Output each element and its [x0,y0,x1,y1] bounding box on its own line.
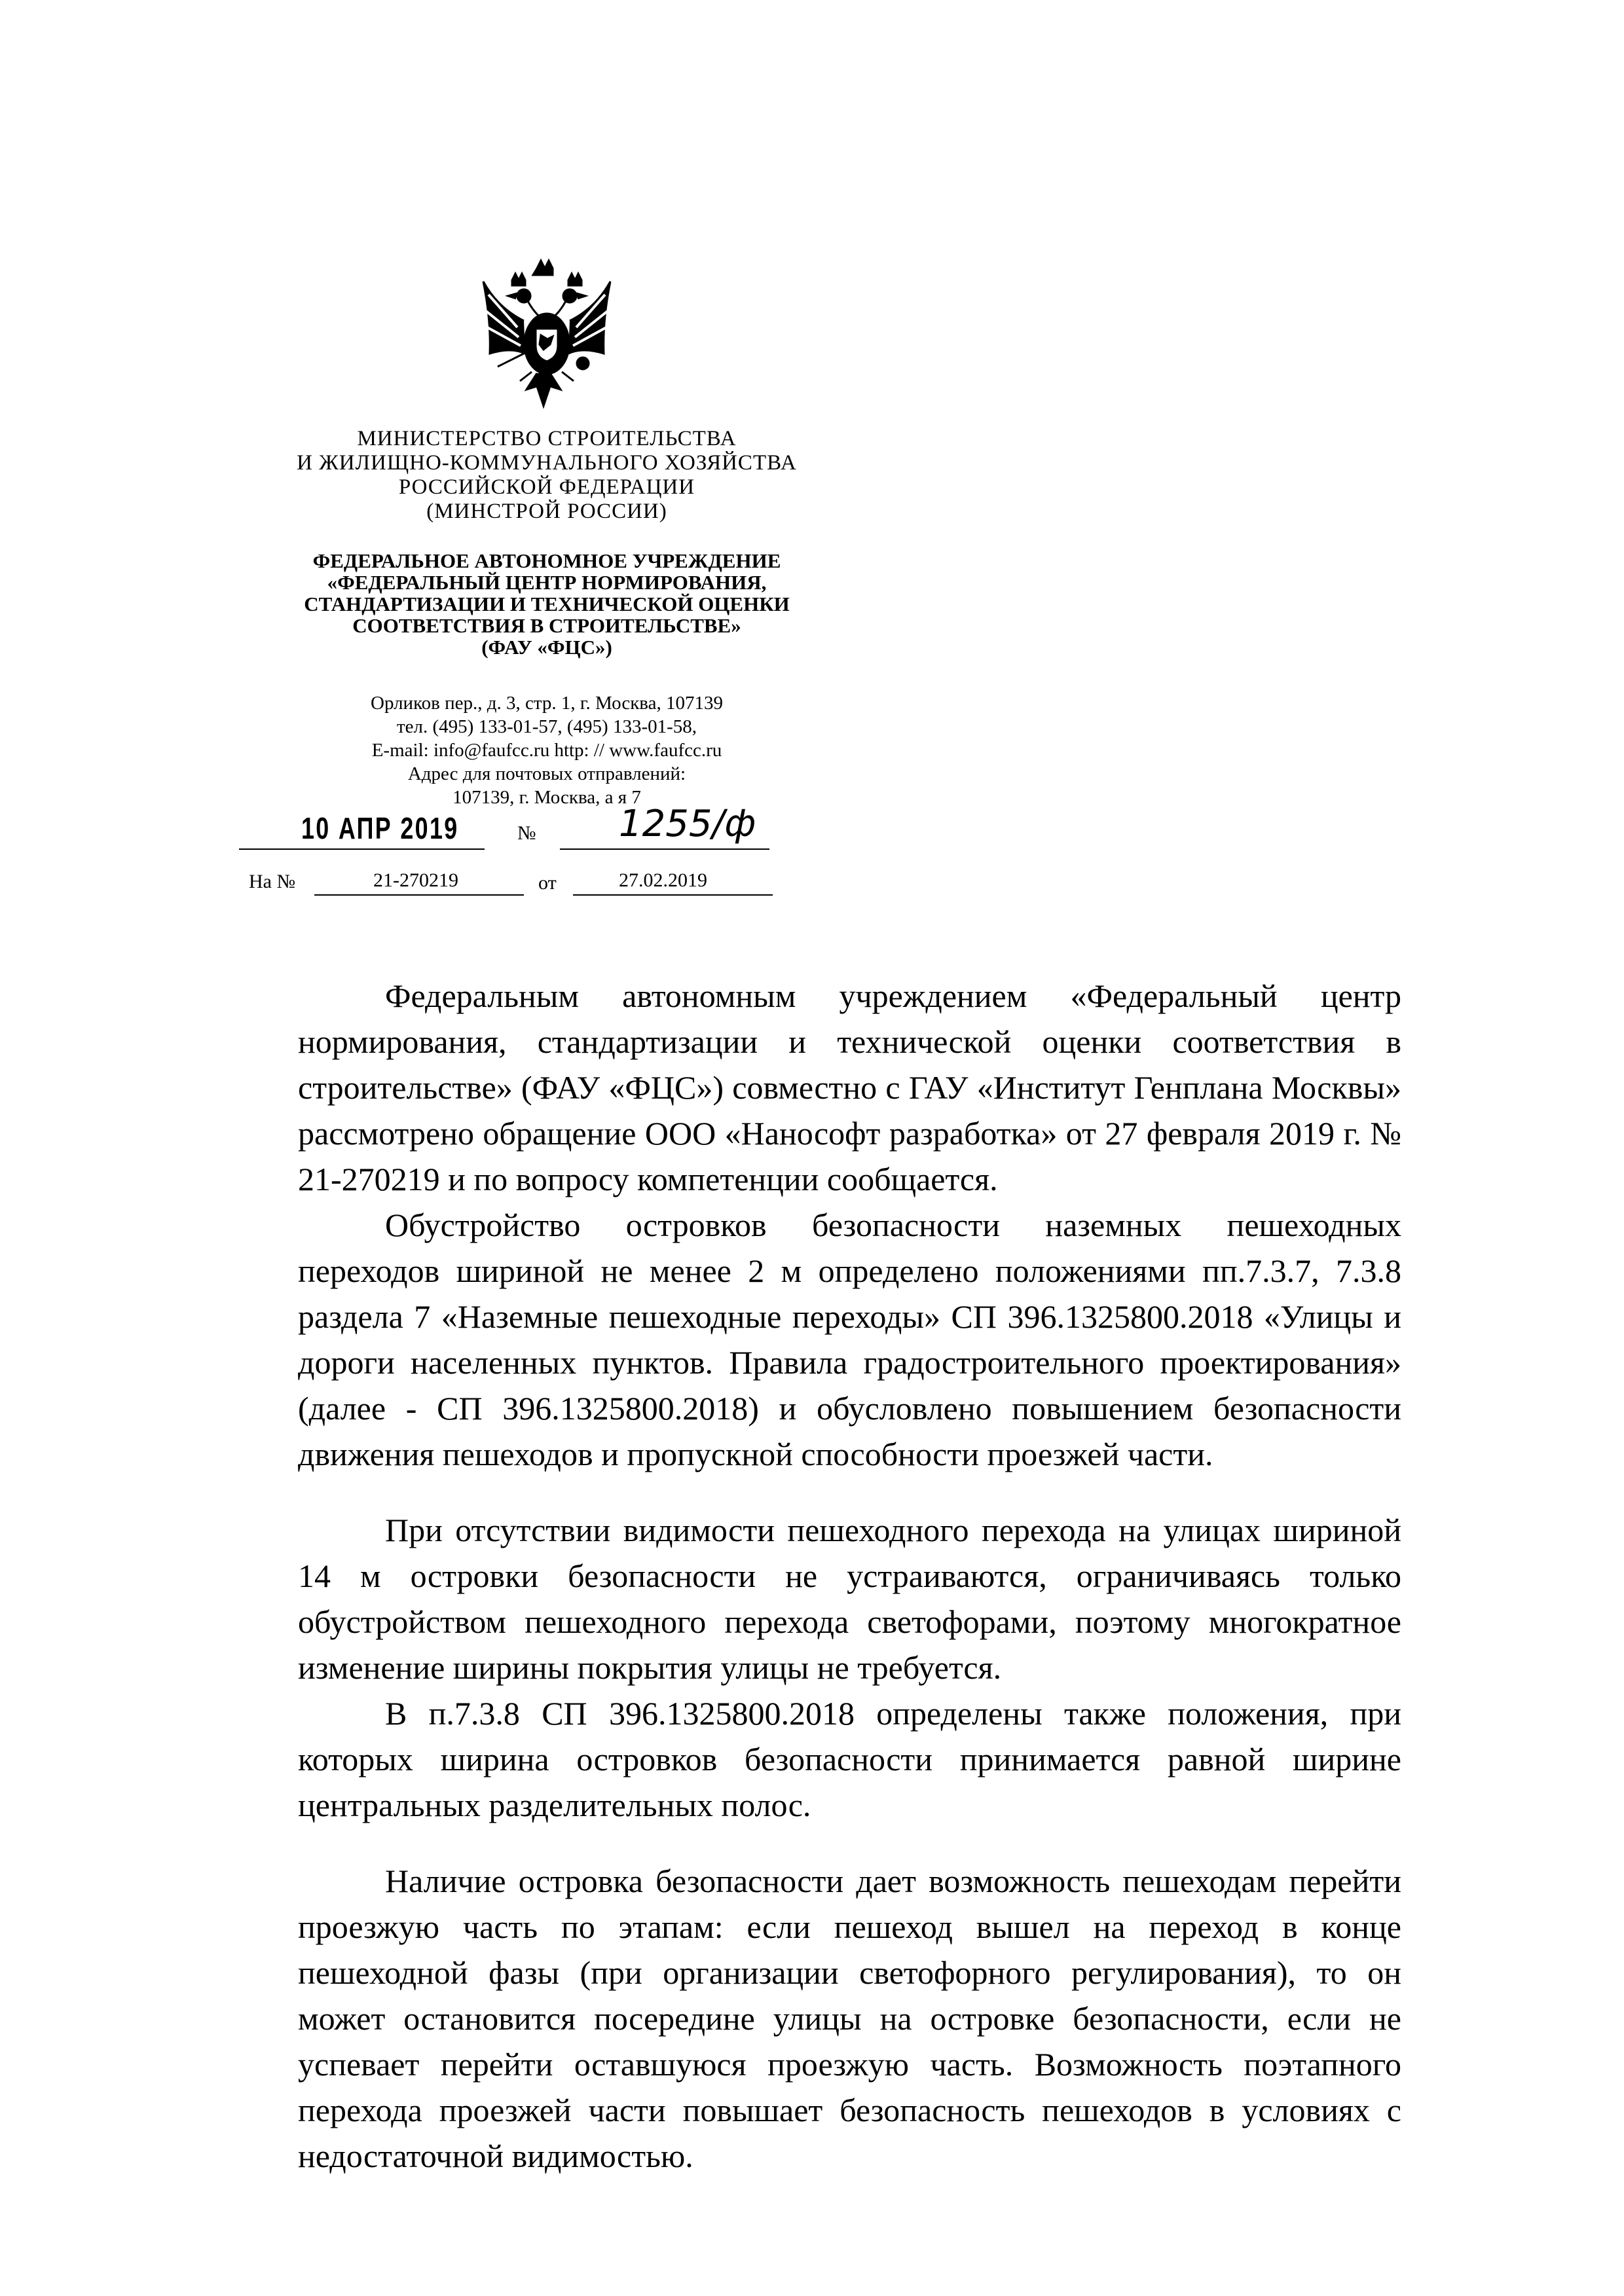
date-underline [239,848,485,850]
ministry-line: РОССИЙСКОЙ ФЕДЕРАЦИИ [398,475,695,499]
address-line: Орликов пер., д. 3, стр. 1, г. Москва, 107139 [371,693,723,714]
body-paragraph: Обустройство островков безопасности наземных пешеходных переходов шириной не менее 2 м определено положениями пп.7.3.7, 7.3.8 раздела 7 «Наземные пешеходные переходы» СП 396.1325800.2018 «Улицы и дороги населенных пунктов. Правила градостроительного проектирования» (далее - СП 396.1325800.2018) и обусловлено повышением безопасности движения пешеходов и пропускной способности проезжей части. [298,1207,1401,1472]
ministry-name-block [236,427,858,524]
address-line: Адрес для почтовых отправлений: [407,763,686,784]
body-paragraph: При отсутствии видимости пешеходного перехода на улицах шириной 14 м островки безопасности не устраиваются, ограничиваясь только обустройством пешеходного перехода светофорами, поэтому многократное изменение ширины покрытия улицы не требуется. [298,1512,1401,1686]
organization-line: СТАНДАРТИЗАЦИИ И ТЕХНИЧЕСКОЙ ОЦЕНКИ [304,592,790,615]
date-stamp: 10 АПР 2019 [301,811,459,845]
address-line: тел. (495) 133-01-57, (495) 133-01-58, [396,716,697,737]
address-line: E-mail: info@faufcc.ru http: // www.faufcc.ru [371,740,722,761]
organization-name-block [236,550,858,658]
address-block [236,691,858,809]
body-paragraph: Федеральным автономным учреждением «Федеральный центр нормирования, стандартизации и технической оценки соответствия в строительстве» (ФАУ «ФЦС») совместно с ГАУ «Институт Генплана Москвы» рассмотрено обращение ООО «Нанософт разработка» от 27 февраля 2019 г. № 21-270219 и по вопросу компетенции сообщается. [298,977,1401,1197]
body-paragraph: В п.7.3.8 СП 396.1325800.2018 определены также положения, при которых ширина островков безопасности принимается равной ширине центральных разделительных полос. [298,1695,1401,1823]
ministry-line: И ЖИЛИЩНО-КОММУНАЛЬНОГО ХОЗЯЙСТВА [297,451,797,475]
reply-date-underline [573,894,773,896]
address-line: 107139, г. Москва, а я 7 [452,787,641,808]
organization-line: СООТВЕТСТВИЯ В СТРОИТЕЛЬСТВЕ» [352,614,741,637]
number-underline [560,848,769,850]
ministry-line: МИНИСТЕРСТВО СТРОИТЕЛЬСТВА [357,427,737,450]
organization-line: ФЕДЕРАЛЬНОЕ АВТОНОМНОЕ УЧРЕЖДЕНИЕ [312,549,781,572]
reply-to-date: 27.02.2019 [619,869,707,891]
organization-line: «ФЕДЕРАЛЬНЫЙ ЦЕНТР НОРМИРОВАНИЯ, [327,571,767,594]
from-label: от [538,872,557,894]
coat-of-arms-icon [471,255,622,419]
reply-number-underline [314,894,524,896]
reply-to-label: На № [249,871,296,892]
organization-line: (ФАУ «ФЦС») [481,636,612,659]
letter-body [298,973,1401,2179]
reply-to-number: 21-270219 [373,869,458,891]
number-label: № [517,822,536,844]
outgoing-number: 1255/ф [619,803,756,845]
ministry-line: (МИНСТРОЙ РОССИИ) [426,500,667,523]
body-paragraph: Наличие островка безопасности дает возможность пешеходам перейти проезжую часть по этапам: если пешеход вышел на переход в конце пешеходной фазы (при организации светофорного регулирования), то он может остановится посередине улицы на островке безопасности, если не успевает перейти оставшуюся проезжую часть. Возможность поэтапного перехода проезжей части повышает безопасность пешеходов в условиях с недостаточной видимостью. [298,1863,1401,2174]
